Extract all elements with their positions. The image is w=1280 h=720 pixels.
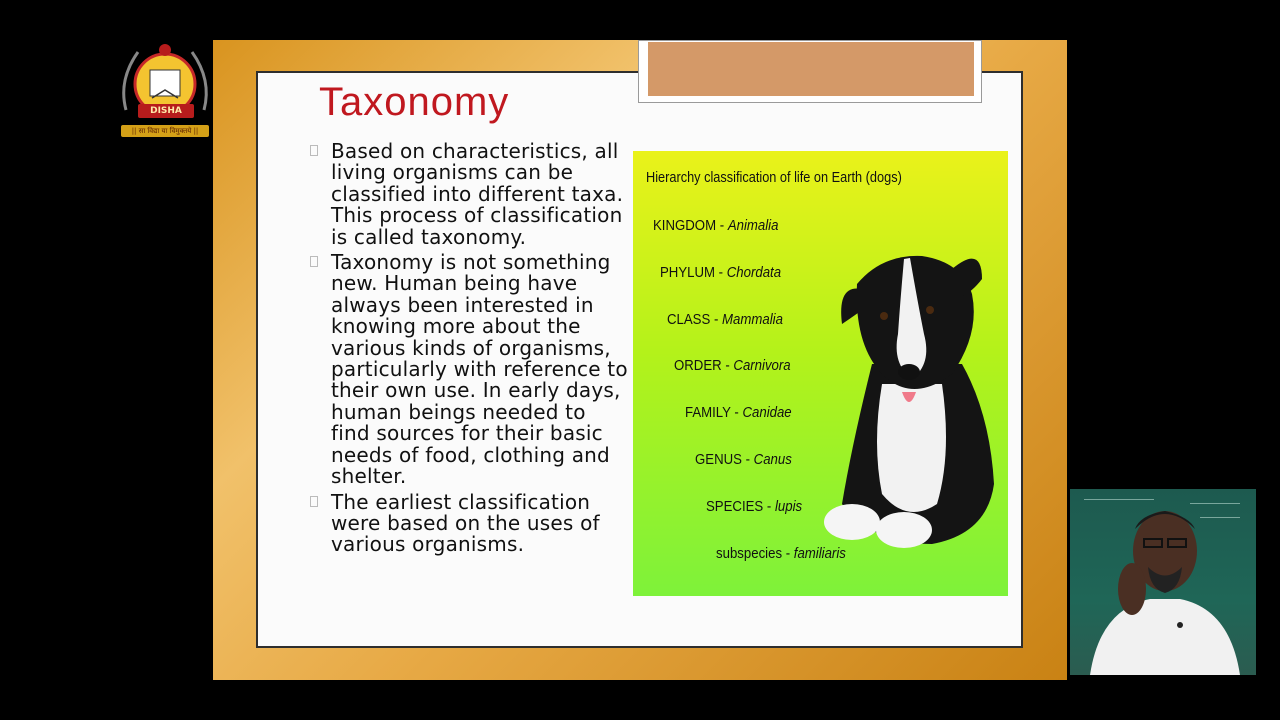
presenter-webcam — [1070, 489, 1256, 675]
rank-row-genus — [695, 451, 792, 468]
rank-taxon: Canidae — [742, 404, 792, 421]
rank-taxon: Animalia — [727, 217, 779, 234]
bullet-item — [310, 141, 630, 248]
rank-separator: - — [716, 217, 728, 234]
bullet-text: Taxonomy is not something new. Human being have always been interested in knowing more about the various kinds of organisms, particularly with reference to their own use. In early days, human beings needed to find sources for their basic needs of food, clothing and shelter. — [331, 250, 628, 489]
rank-separator: - — [730, 404, 743, 421]
rank-label: FAMILY — [685, 404, 731, 421]
rank-row-kingdom — [653, 217, 778, 234]
slide-title: Taxonomy — [319, 80, 510, 124]
rank-label: subspecies — [716, 545, 783, 562]
bullet-marker-icon — [310, 256, 318, 267]
rank-row-family — [685, 404, 792, 421]
rank-taxon: Chordata — [726, 264, 782, 281]
bullet-marker-icon — [310, 496, 318, 507]
rank-row-order — [674, 357, 791, 374]
rank-row-phylum — [660, 264, 781, 281]
bullet-list — [310, 141, 630, 560]
rank-label: GENUS — [695, 451, 742, 468]
rank-label: CLASS — [667, 311, 711, 328]
bullet-text: Based on characteristics, all living organisms can be classified into different taxa. This process of classification is called taxonomy. — [331, 139, 624, 249]
rank-taxon: Carnivora — [733, 357, 791, 374]
rank-separator: - — [721, 357, 734, 374]
rank-label: ORDER — [674, 357, 722, 374]
rank-taxon: Mammalia — [722, 311, 783, 328]
logo-name: DISHA — [138, 104, 194, 118]
dog-image-icon — [812, 244, 1002, 552]
rank-label: PHYLUM — [660, 264, 716, 281]
rank-separator: - — [710, 311, 723, 328]
rank-label: KINGDOM — [653, 217, 717, 234]
rank-separator: - — [763, 498, 775, 515]
rank-label: SPECIES — [706, 498, 764, 515]
slide-tab-fill — [648, 42, 974, 96]
graphic-title: Hierarchy classification of life on Earth (dogs) — [646, 169, 902, 186]
bullet-marker-icon — [310, 145, 318, 156]
bullet-item — [310, 252, 630, 487]
rank-taxon: familiaris — [793, 545, 846, 562]
bullet-item — [310, 489, 630, 557]
presenter-figure-icon — [1070, 489, 1256, 675]
logo-motto: || सा विद्या या विमुक्तये || — [121, 125, 209, 137]
rank-separator: - — [782, 545, 794, 562]
bullet-text: The earliest classification were based on the uses of various organisms. — [331, 489, 600, 557]
rank-taxon: Canus — [753, 451, 792, 468]
rank-row-class — [667, 311, 783, 328]
rank-taxon: lupis — [774, 498, 803, 515]
rank-row-species — [706, 498, 802, 515]
rank-separator: - — [741, 451, 754, 468]
rank-separator: - — [715, 264, 727, 281]
